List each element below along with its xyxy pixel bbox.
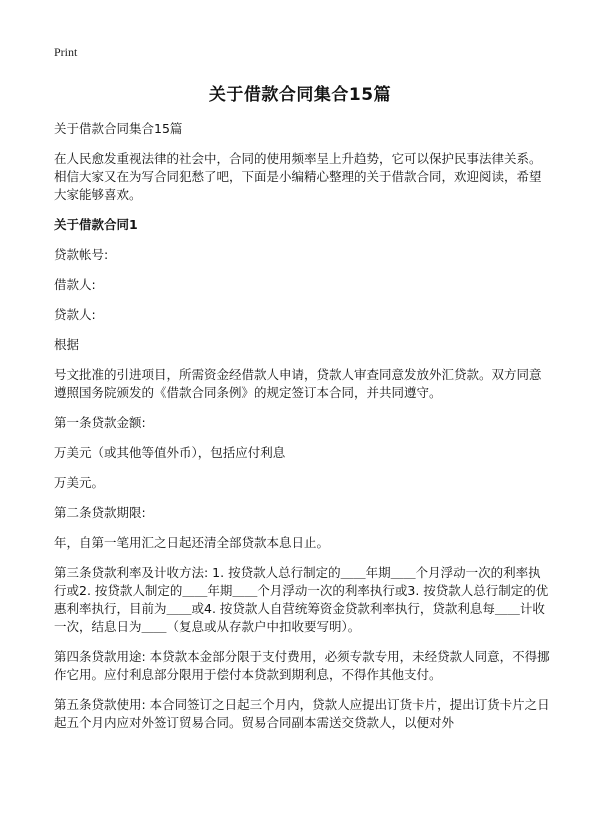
paragraph: 号文批准的引进项目，所需资金经借款人申请，贷款人审查同意发放外汇贷款。双方同意遵照国务院颁发的《借款合同条例》的规定签订本合同，并共同遵守。 [54, 367, 542, 400]
paragraph: 万美元。 [54, 475, 105, 490]
paragraph: 根据 [54, 337, 80, 352]
print-link[interactable]: Print [54, 45, 78, 59]
paragraph: 贷款帐号: [54, 247, 109, 262]
paragraph: 第五条贷款使用: 本合同签订之日起三个月内，贷款人应提出订货卡片，提出订货卡片之日起五个月内应对外签订贸易合同。贸易合同副本需送交贷款人，以便对外 [54, 697, 550, 730]
intro-paragraph: 在人民愈发重视法律的社会中，合同的使用频率呈上升趋势，它可以保护民事法律关系。相信大家又在为写合同犯愁了吧，下面是小编精心整理的关于借款合同，欢迎阅读，希望大家能够喜欢。 [54, 151, 542, 202]
page-title: 关于借款合同集合15篇 [208, 85, 392, 105]
paragraph: 第一条贷款金额: [54, 415, 146, 430]
paragraph: 年，自第一笔用汇之日起还清全部贷款本息日止。 [54, 535, 330, 550]
section-heading: 关于借款合同1 [54, 217, 138, 232]
paragraph: 第四条贷款用途: 本贷款本金部分限于支付费用，必须专款专用，未经贷款人同意，不得挪作它用。应付利息部分限用于偿付本贷款到期利息，不得作其他支付。 [54, 649, 550, 682]
paragraph: 万美元（或其他等值外币），包括应付利息 [54, 445, 286, 460]
paragraph: 贷款人: [54, 307, 96, 322]
paragraph: 第二条贷款期限: [54, 505, 146, 520]
paragraph: 第三条贷款利率及计收方法: 1. 按贷款人总行制定的＿＿年期＿＿个月浮动一次的利率执行或2. 按贷款人制定的＿＿年期＿＿个月浮动一次的利率执行或3. 按贷款人总行制定的优惠利率执行，目前为＿＿或4. 按贷款人自营统筹资金贷款利率执行，贷款利息每＿＿计收一次，结息日为＿＿（复息或从存款户中扣收要写明）。 [54, 565, 549, 634]
paragraph: 借款人: [54, 277, 96, 292]
document-body [54, 120, 550, 744]
document-subtitle: 关于借款合同集合15篇 [54, 121, 183, 136]
